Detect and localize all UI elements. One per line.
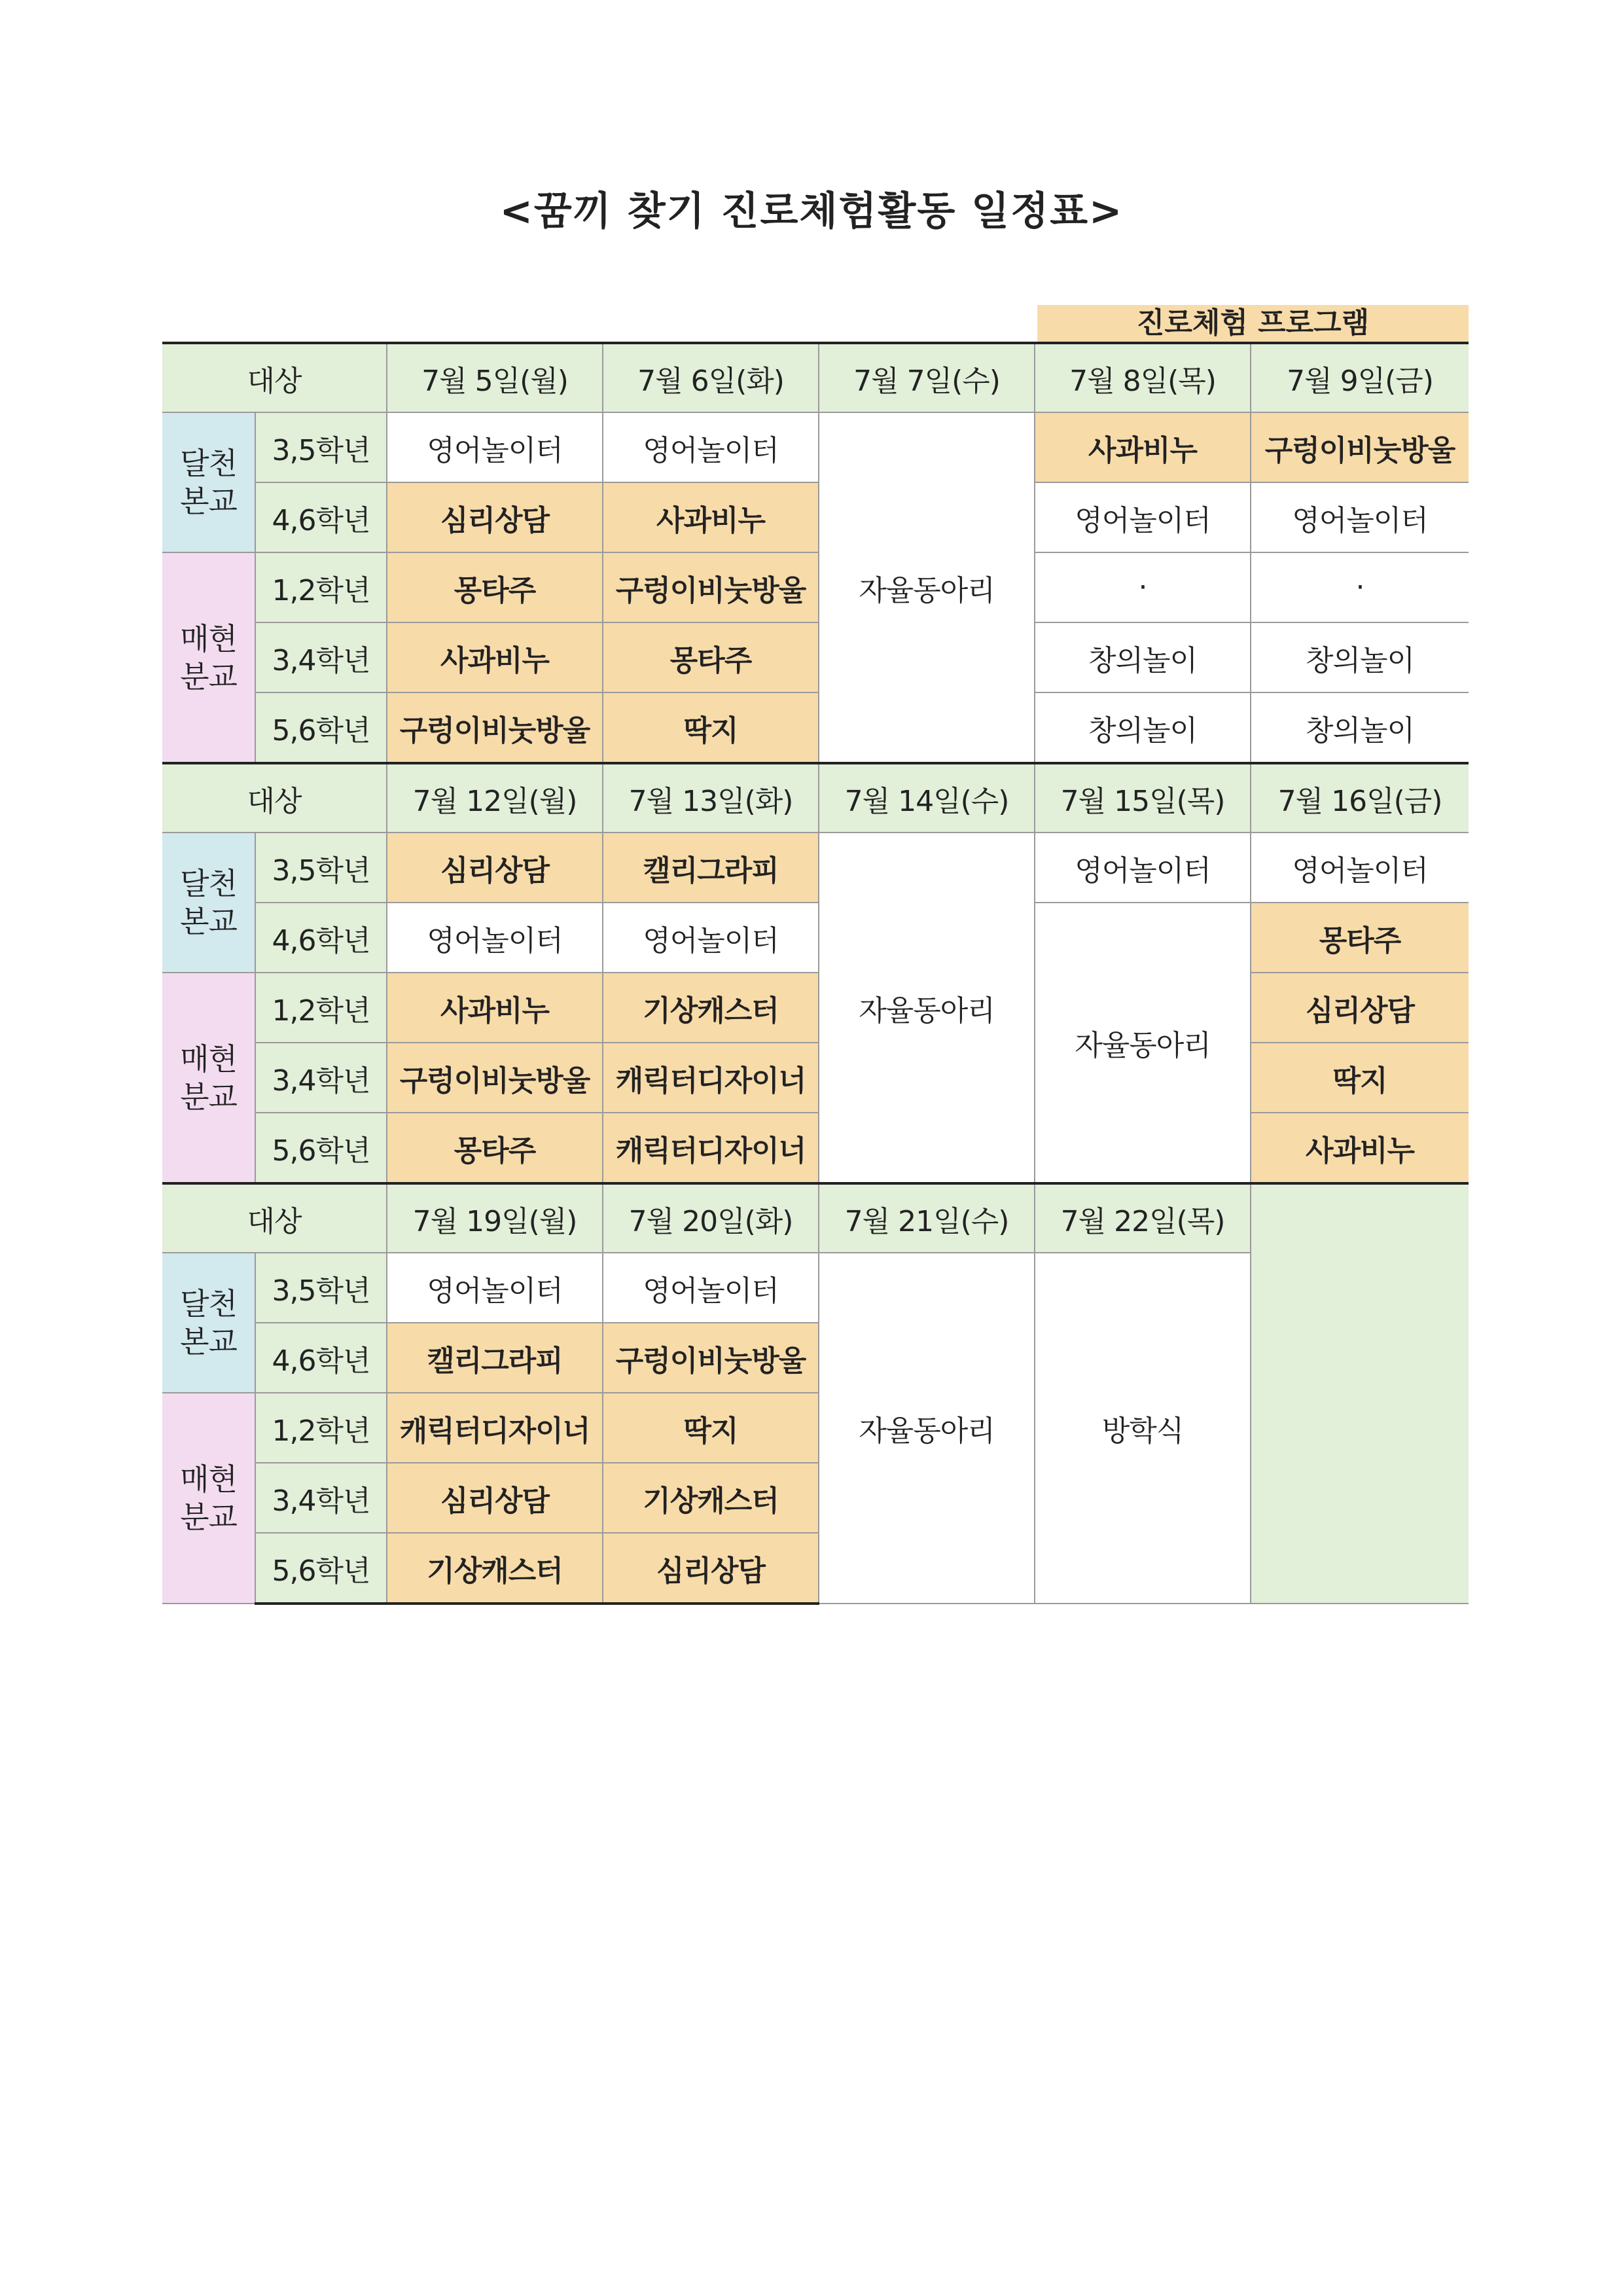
campus-maehyeon: 매현 분교 (162, 552, 255, 763)
date-header: 7월 8일(목) (1035, 343, 1251, 412)
program-cell: 몽타주 (387, 1113, 603, 1183)
program-cell: 몽타주 (603, 622, 819, 692)
activity-cell: 영어놀이터 (603, 1253, 819, 1323)
schedule-row (162, 1113, 1469, 1183)
program-cell: 딱지 (1251, 1043, 1469, 1113)
grade-label: 1,2학년 (255, 973, 387, 1043)
activity-cell: 자율동아리 (819, 1253, 1035, 1604)
program-cell: 기상캐스터 (603, 1463, 819, 1533)
date-header: 7월 20일(화) (603, 1183, 819, 1253)
grade-label: 4,6학년 (255, 903, 387, 973)
schedule-row (162, 692, 1469, 763)
schedule-table (162, 342, 1469, 1605)
schedule-row (162, 903, 1469, 973)
week3-header-row (162, 1183, 1469, 1253)
program-cell: 사과비누 (603, 482, 819, 552)
program-cell: 사과비누 (387, 622, 603, 692)
date-header: 7월 21일(수) (819, 1183, 1035, 1253)
activity-cell: 자율동아리 (819, 412, 1035, 763)
activity-cell: 영어놀이터 (387, 412, 603, 482)
grade-label: 5,6학년 (255, 1113, 387, 1183)
program-cell: 캐릭터디자이너 (603, 1043, 819, 1113)
activity-cell: 창의놀이 (1035, 622, 1251, 692)
program-cell: 몽타주 (387, 552, 603, 622)
week1-header-row (162, 343, 1469, 412)
campus-maehyeon: 매현 분교 (162, 973, 255, 1183)
program-cell: 심리상담 (603, 1533, 819, 1604)
campus-dalcheon: 달천 본교 (162, 1253, 255, 1393)
program-cell: 캘리그라피 (387, 1323, 603, 1393)
grade-label: 4,6학년 (255, 482, 387, 552)
program-cell: 사과비누 (1251, 1113, 1469, 1183)
empty-cell (1251, 1183, 1469, 1604)
program-cell: 구렁이비눗방울 (603, 552, 819, 622)
grade-label: 3,4학년 (255, 622, 387, 692)
grade-label: 5,6학년 (255, 692, 387, 763)
date-header: 7월 5일(월) (387, 343, 603, 412)
target-header: 대상 (162, 763, 387, 833)
activity-cell: · (1251, 552, 1469, 622)
activity-cell: 영어놀이터 (1035, 482, 1251, 552)
schedule-row (162, 1043, 1469, 1113)
program-cell: 딱지 (603, 692, 819, 763)
date-header: 7월 13일(화) (603, 763, 819, 833)
activity-cell: 영어놀이터 (1251, 482, 1469, 552)
date-header: 7월 22일(목) (1035, 1183, 1251, 1253)
grade-label: 3,4학년 (255, 1043, 387, 1113)
grade-label: 3,4학년 (255, 1463, 387, 1533)
schedule-row (162, 973, 1469, 1043)
page-title: <꿈끼 찾기 진로체험활동 일정표> (499, 188, 1124, 234)
program-legend: 진로체험 프로그램 (1037, 305, 1469, 342)
program-cell: 구렁이비눗방울 (603, 1323, 819, 1393)
grade-label: 1,2학년 (255, 552, 387, 622)
schedule-row (162, 622, 1469, 692)
target-header: 대상 (162, 1183, 387, 1253)
activity-cell: 영어놀이터 (387, 1253, 603, 1323)
date-header: 7월 9일(금) (1251, 343, 1469, 412)
program-cell: 사과비누 (387, 973, 603, 1043)
program-cell: 구렁이비눗방울 (1251, 412, 1469, 482)
date-header: 7월 12일(월) (387, 763, 603, 833)
program-cell: 심리상담 (387, 482, 603, 552)
date-header: 7월 19일(월) (387, 1183, 603, 1253)
campus-dalcheon: 달천 본교 (162, 833, 255, 973)
date-header: 7월 7일(수) (819, 343, 1035, 412)
activity-cell: 영어놀이터 (603, 412, 819, 482)
grade-label: 3,5학년 (255, 833, 387, 903)
campus-dalcheon: 달천 본교 (162, 412, 255, 552)
program-cell: 사과비누 (1035, 412, 1251, 482)
activity-cell: 영어놀이터 (1251, 833, 1469, 903)
date-header: 7월 6일(화) (603, 343, 819, 412)
schedule-row (162, 482, 1469, 552)
activity-cell: 창의놀이 (1251, 692, 1469, 763)
schedule-row (162, 833, 1469, 903)
program-cell: 기상캐스터 (387, 1533, 603, 1604)
grade-label: 1,2학년 (255, 1393, 387, 1463)
activity-cell: 영어놀이터 (1035, 833, 1251, 903)
schedule-row (162, 412, 1469, 482)
grade-label: 3,5학년 (255, 1253, 387, 1323)
program-cell: 기상캐스터 (603, 973, 819, 1043)
program-cell: 몽타주 (1251, 903, 1469, 973)
program-cell: 캘리그라피 (603, 833, 819, 903)
activity-cell: 방학식 (1035, 1253, 1251, 1604)
grade-label: 3,5학년 (255, 412, 387, 482)
grade-label: 4,6학년 (255, 1323, 387, 1393)
program-cell: 심리상담 (387, 833, 603, 903)
activity-cell: 창의놀이 (1251, 622, 1469, 692)
campus-maehyeon: 매현 분교 (162, 1393, 255, 1604)
program-cell: 심리상담 (1251, 973, 1469, 1043)
date-header: 7월 14일(수) (819, 763, 1035, 833)
program-cell: 캐릭터디자이너 (387, 1393, 603, 1463)
activity-cell: · (1035, 552, 1251, 622)
activity-cell: 창의놀이 (1035, 692, 1251, 763)
program-cell: 구렁이비눗방울 (387, 1043, 603, 1113)
activity-cell: 자율동아리 (1035, 903, 1251, 1183)
program-cell: 딱지 (603, 1393, 819, 1463)
grade-label: 5,6학년 (255, 1533, 387, 1604)
date-header: 7월 15일(목) (1035, 763, 1251, 833)
program-cell: 캐릭터디자이너 (603, 1113, 819, 1183)
date-header: 7월 16일(금) (1251, 763, 1469, 833)
target-header: 대상 (162, 343, 387, 412)
program-cell: 심리상담 (387, 1463, 603, 1533)
schedule-row (162, 552, 1469, 622)
activity-cell: 영어놀이터 (387, 903, 603, 973)
program-cell: 구렁이비눗방울 (387, 692, 603, 763)
week2-header-row (162, 763, 1469, 833)
activity-cell: 자율동아리 (819, 833, 1035, 1183)
activity-cell: 영어놀이터 (603, 903, 819, 973)
